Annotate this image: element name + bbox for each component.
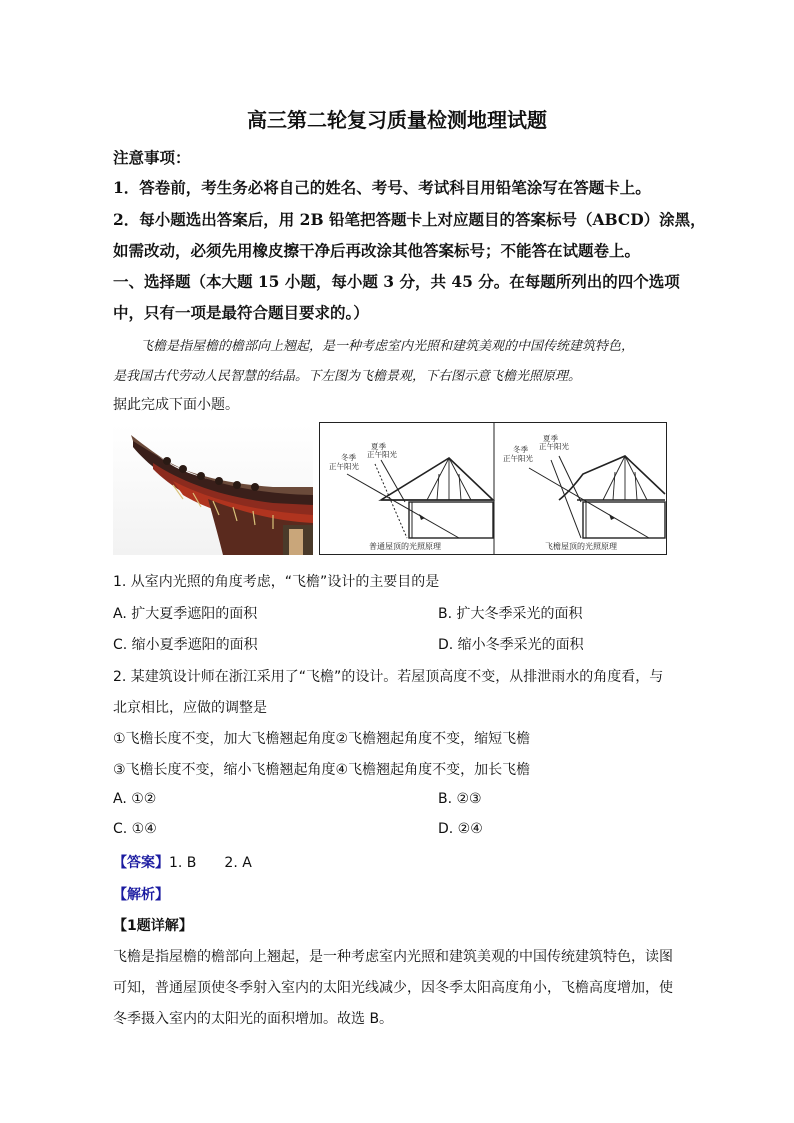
question-2-stem-line1: 2. 某建筑设计师在浙江采用了“飞檐”的设计。若屋顶高度不变，从排泄雨水的角度看，与: [113, 669, 664, 685]
section-heading-line2: 中，只有一项是最符合题目要求的。）: [113, 303, 369, 322]
analysis-line-1: 飞檐是指屋檐的檐部向上翘起，是一种考虑室内光照和建筑美观的中国传统建筑特色，读图: [113, 949, 673, 965]
analysis-line-3: 冬季摄入室内的太阳光的面积增加。故选 B。: [113, 1011, 394, 1027]
lighting-principle-diagram: [319, 422, 667, 555]
left-summer-label-2: 正午阳光: [367, 450, 397, 459]
notice-item-3: 如需改动，必须先用橡皮擦干净后再改涂其他答案标号；不能答在试题卷上。: [113, 241, 641, 260]
right-winter-label-1: 冬季: [513, 445, 528, 454]
right-winter-label-2: 正午阳光: [503, 454, 533, 463]
analysis-line-2: 可知，普通屋顶使冬季射入室内的太阳光线减少，因冬季太阳高度角小，飞檐高度增加，使: [113, 980, 673, 996]
analysis-tag: 【解析】: [113, 887, 169, 903]
page-title: 高三第二轮复习质量检测地理试题: [247, 108, 547, 132]
question-2-choice-line1: ①飞檐长度不变，加大飞檐翘起角度②飞檐翘起角度不变，缩短飞檐: [113, 731, 531, 747]
question-1-option-d: D. 缩小冬季采光的面积: [438, 637, 584, 653]
notice-item-1: 1．答卷前，考生务必将自己的姓名、考号、考试科目用铅笔涂写在答题卡上。: [113, 178, 651, 197]
answer-line: [113, 852, 252, 872]
left-summer-label-1: 夏季: [371, 442, 386, 451]
left-winter-label-2: 正午阳光: [329, 462, 359, 471]
question-1-option-c: C. 缩小夏季遮阳的面积: [113, 637, 258, 653]
right-summer-label-2: 正午阳光: [539, 442, 569, 451]
notice-item-2: 2．每小题选出答案后，用 2B 铅笔把答题卡上对应题目的答案标号（ABCD）涂黑，: [113, 210, 706, 229]
passage-prompt: 据此完成下面小题。: [113, 397, 239, 413]
question-1-option-b: B. 扩大冬季采光的面积: [438, 606, 583, 622]
analysis-sub-tag: 【1题详解】: [113, 918, 193, 934]
passage-line-1: 飞檐是指屋檐的檐部向上翘起，是一种考虑室内光照和建筑美观的中国传统建筑特色，: [140, 339, 635, 354]
notice-heading: 注意事项：: [113, 148, 191, 167]
question-2-option-a: A. ①②: [113, 791, 157, 807]
left-winter-label-1: 冬季: [341, 453, 356, 462]
answer-tag: 【答案】: [113, 855, 169, 871]
question-1-stem: 1. 从室内光照的角度考虑，“飞檐”设计的主要目的是: [113, 574, 440, 590]
question-2-choice-line2: ③飞檐长度不变，缩小飞檐翘起角度④飞檐翘起角度不变，加长飞檐: [113, 762, 531, 778]
left-caption: 普通屋顶的光照原理: [369, 542, 441, 551]
right-caption: 飞檐屋顶的光照原理: [545, 542, 617, 551]
question-1-option-a: A. 扩大夏季遮阳的面积: [113, 606, 258, 622]
question-2-option-b: B. ②③: [438, 791, 482, 807]
flying-eaves-photo: [113, 425, 313, 555]
section-heading-line1: 一、选择题（本大题 15 小题，每小题 3 分，共 45 分。在每题所列出的四个选项: [113, 272, 680, 291]
question-2-option-c: C. ①④: [113, 821, 157, 837]
question-2-stem-line2: 北京相比，应做的调整是: [113, 700, 267, 716]
question-2-option-d: D. ②④: [438, 821, 483, 837]
answer-text: 1. B 2. A: [169, 855, 252, 871]
right-summer-label-1: 夏季: [543, 434, 558, 443]
passage-line-2: 是我国古代劳动人民智慧的结晶。下左图为飞檐景观，下右图示意飞檐光照原理。: [113, 369, 582, 384]
